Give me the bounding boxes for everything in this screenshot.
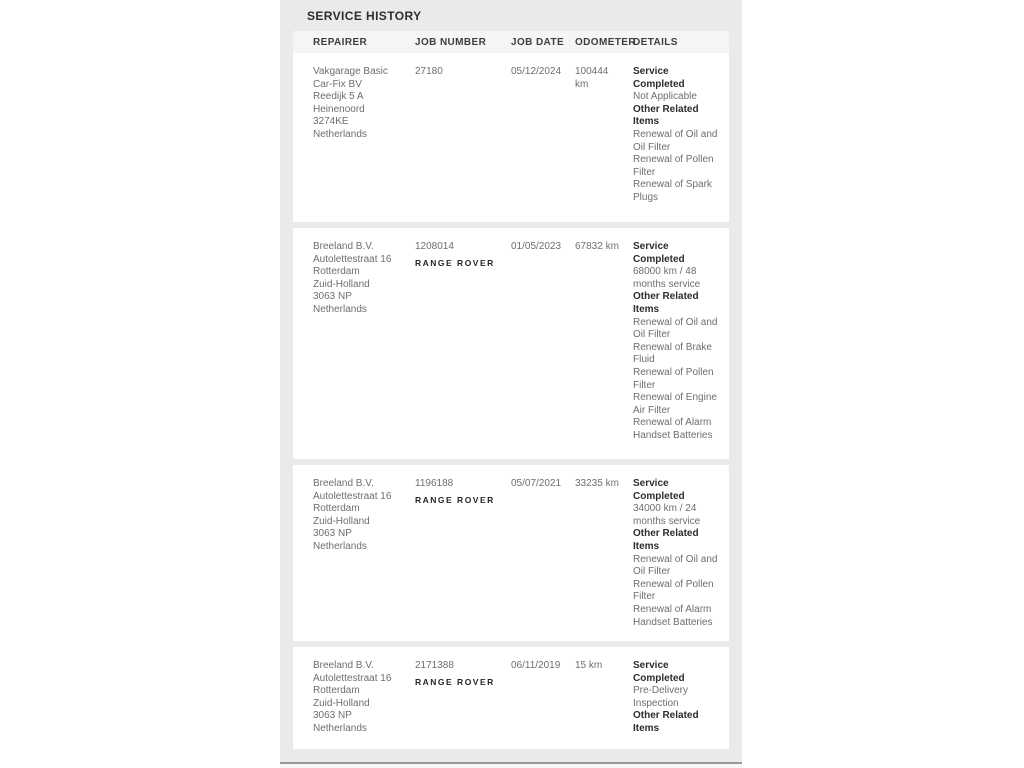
range-rover-logo: RANGE ROVER (415, 494, 495, 505)
odometer-value: 15 km (575, 660, 603, 671)
job-date: 05/12/2024 (511, 66, 562, 77)
repairer-address: Breeland B.V. Autolettestraat 16 Rotterdam Zuid-Holland 3063 NP Netherlands (313, 478, 392, 552)
odometer-value: 100444 km (575, 66, 609, 90)
service-history-table (293, 31, 729, 749)
service-details: Service Completed 34000 km / 24 months service Other Related Items Renewal of Oil and Oil Filter Renewal of Pollen Filter Renewal of Alarm Handset Batteries (633, 478, 718, 628)
table-row (293, 53, 729, 222)
table-row (293, 647, 729, 749)
range-rover-logo: RANGE ROVER (415, 257, 495, 268)
odometer-value: 33235 km (575, 478, 619, 489)
service-history-panel (280, 0, 742, 768)
column-header-odometer: ODOMETER (575, 36, 636, 48)
job-date: 06/11/2019 (511, 660, 561, 671)
range-rover-logo: RANGE ROVER (415, 676, 495, 687)
page-title: SERVICE HISTORY (307, 9, 422, 23)
service-details: Service Completed 68000 km / 48 months service Other Related Items Renewal of Oil and Oil Filter Renewal of Brake Fluid Renewal of Pollen Filter Renewal of Engine Air Filter Renewal of Alarm Handset Batteries (633, 241, 718, 441)
table-row (293, 465, 729, 641)
repairer-address: Vakgarage Basic Car-Fix BV Reedijk 5 A Heinenoord 3274KE Netherlands (313, 66, 388, 140)
job-number: 27180 (415, 66, 443, 77)
column-header-job-date: JOB DATE (511, 36, 565, 48)
service-details: Service Completed Not Applicable Other Related Items Renewal of Oil and Oil Filter Renewal of Pollen Filter Renewal of Spark Plugs (633, 66, 718, 203)
job-date: 01/05/2023 (511, 241, 562, 252)
repairer-address: Breeland B.V. Autolettestraat 16 Rotterdam Zuid-Holland 3063 NP Netherlands (313, 241, 392, 315)
job-number: 2171388 (415, 660, 454, 671)
odometer-value: 67832 km (575, 241, 619, 252)
table-row (293, 228, 729, 459)
next-section-top-edge (280, 762, 742, 768)
column-header-job-number: JOB NUMBER (415, 36, 487, 48)
job-date: 05/07/2021 (511, 478, 562, 489)
column-header-repairer: REPAIRER (313, 36, 368, 48)
repairer-address: Breeland B.V. Autolettestraat 16 Rotterdam Zuid-Holland 3063 NP Netherlands (313, 660, 392, 734)
service-details: Service Completed Pre-Delivery Inspection Other Related Items (633, 660, 699, 734)
job-number: 1196188 (415, 478, 454, 489)
job-number: 1208014 (415, 241, 454, 252)
column-header-details: DETAILS (633, 36, 678, 48)
table-header-row (293, 31, 729, 53)
